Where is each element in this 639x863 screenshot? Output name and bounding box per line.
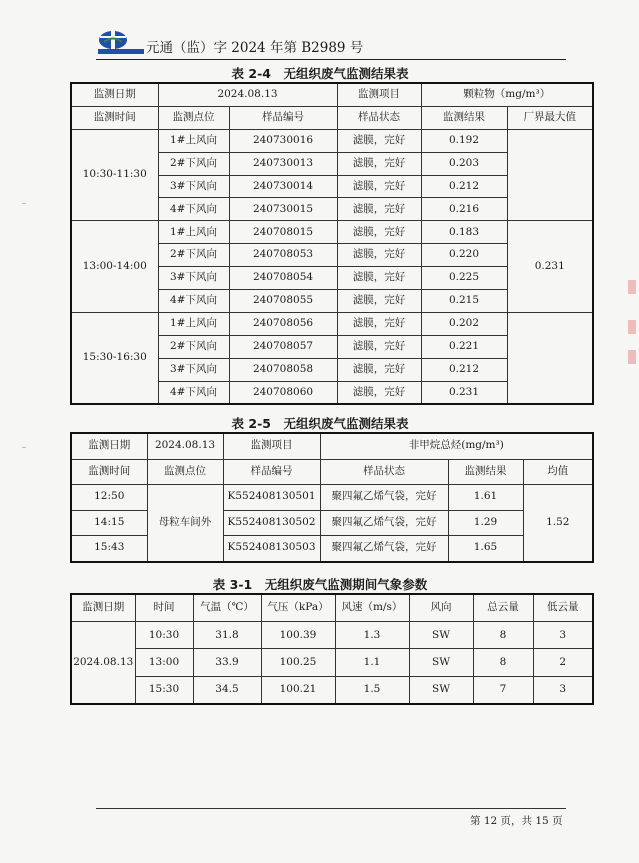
table-cell: 1#上风向 [158, 312, 229, 335]
table-header-row [71, 106, 593, 129]
table-cell: 0.220 [421, 244, 507, 267]
scan-mark [22, 447, 26, 448]
item-value: 颗粒物（mg/m³） [421, 83, 593, 106]
table-cell: 3#下风向 [158, 358, 229, 381]
column-header: 样品编号 [229, 106, 337, 129]
table-cell: 2#下风向 [158, 335, 229, 358]
table-cell: 滤膜，完好 [337, 290, 421, 313]
table-row [71, 83, 593, 106]
table-cell: 13:00 [135, 649, 193, 676]
table-cell: 4#下风向 [158, 290, 229, 313]
table-cell: 滤膜，完好 [337, 129, 421, 152]
table-cell: 240708060 [229, 381, 337, 404]
item-value: 非甲烷总烃(mg/m³) [320, 433, 593, 459]
table-cell: 聚四氟乙烯气袋，完好 [320, 536, 448, 562]
time-period-cell: 13:00-14:00 [71, 221, 158, 313]
table-cell: 滤膜，完好 [337, 198, 421, 221]
table-cell: 240730014 [229, 175, 337, 198]
table-cell: 1.1 [335, 649, 409, 676]
column-header: 风向 [409, 594, 473, 622]
table-cell: 100.39 [261, 622, 335, 649]
table-row [71, 485, 593, 511]
table-row [71, 649, 593, 676]
table-cell: 34.5 [193, 676, 261, 704]
table-2-5-caption: 表 2-5 无组织废气监测结果表 [231, 416, 409, 431]
column-header: 监测时间 [71, 459, 147, 485]
table-cell: 滤膜，完好 [337, 244, 421, 267]
footer-rule [96, 808, 566, 809]
column-header: 监测日期 [71, 594, 135, 622]
time-period-cell: 15:30-16:30 [71, 312, 158, 404]
table-cell: 2 [533, 649, 593, 676]
table-cell: 1#上风向 [158, 129, 229, 152]
table-cell: 滤膜，完好 [337, 335, 421, 358]
table-cell: K552408130502 [223, 510, 320, 536]
table-2-5 [70, 432, 594, 563]
table-cell: 0.192 [421, 129, 507, 152]
mean-value-cell: 1.52 [523, 485, 593, 562]
column-header: 监测点位 [147, 459, 223, 485]
table-cell-empty [507, 129, 593, 221]
table-cell: 15:43 [71, 536, 147, 562]
table-cell: 滤膜，完好 [337, 358, 421, 381]
table-cell: 0.231 [421, 381, 507, 404]
table-cell: 33.9 [193, 649, 261, 676]
column-header: 风速（m/s） [335, 594, 409, 622]
column-header: 样品编号 [223, 459, 320, 485]
page-number: 第 12 页，共 15 页 [470, 815, 563, 827]
table-cell: 240730013 [229, 152, 337, 175]
table-cell: 1.29 [448, 510, 523, 536]
date-cell: 2024.08.13 [71, 622, 135, 704]
table-2-4-caption: 表 2-4 无组织废气监测结果表 [231, 66, 409, 81]
table-cell: 0.225 [421, 267, 507, 290]
table-cell: 滤膜，完好 [337, 267, 421, 290]
table-row [71, 676, 593, 704]
table-cell: 100.21 [261, 676, 335, 704]
table-cell: 240708058 [229, 358, 337, 381]
table-header-row [71, 594, 593, 622]
table-cell: 0.203 [421, 152, 507, 175]
table-row [71, 221, 593, 244]
table-cell: 滤膜，完好 [337, 152, 421, 175]
table-3-1 [70, 593, 594, 705]
table-cell: 聚四氟乙烯气袋，完好 [320, 510, 448, 536]
table-cell: 0.216 [421, 198, 507, 221]
table-cell: 240708057 [229, 335, 337, 358]
table-cell: 3#下风向 [158, 267, 229, 290]
table-cell: 240730016 [229, 129, 337, 152]
column-header: 均值 [523, 459, 593, 485]
table-row [71, 622, 593, 649]
table-cell: 240708054 [229, 267, 337, 290]
table-cell: 100.25 [261, 649, 335, 676]
table-cell: K552408130501 [223, 485, 320, 511]
table-cell: SW [409, 676, 473, 704]
table-cell: 滤膜，完好 [337, 381, 421, 404]
table-cell: 3#下风向 [158, 175, 229, 198]
table-row [71, 312, 593, 335]
table-cell: 3 [533, 622, 593, 649]
date-label: 监测日期 [71, 83, 158, 106]
table-cell: 240708053 [229, 244, 337, 267]
column-header: 监测结果 [421, 106, 507, 129]
table-cell: 4#下风向 [158, 198, 229, 221]
table-cell: 7 [473, 676, 533, 704]
table-cell: 4#下风向 [158, 381, 229, 404]
header-rule [96, 59, 566, 60]
table-cell: 2#下风向 [158, 152, 229, 175]
table-cell: 240708055 [229, 290, 337, 313]
table-cell: 10:30 [135, 622, 193, 649]
table-header-row [71, 459, 593, 485]
date-label: 监测日期 [71, 433, 147, 459]
table-cell: 0.215 [421, 290, 507, 313]
table-cell: 1#上风向 [158, 221, 229, 244]
table-2-4 [70, 82, 594, 405]
table-cell: 滤膜，完好 [337, 175, 421, 198]
column-header: 总云量 [473, 594, 533, 622]
table-cell: 31.8 [193, 622, 261, 649]
column-header: 气压（kPa） [261, 594, 335, 622]
table-cell: 240730015 [229, 198, 337, 221]
table-row [71, 433, 593, 459]
table-cell: 0.212 [421, 358, 507, 381]
table-cell: 0.202 [421, 312, 507, 335]
table-cell: 12:50 [71, 485, 147, 511]
table-cell-empty [507, 312, 593, 404]
seal-edge-mark [628, 280, 636, 294]
table-cell: 聚四氟乙烯气袋，完好 [320, 485, 448, 511]
time-period-cell: 10:30-11:30 [71, 129, 158, 221]
table-cell: SW [409, 649, 473, 676]
table-cell: 1.65 [448, 536, 523, 562]
column-header: 监测时间 [71, 106, 158, 129]
table-cell: 2#下风向 [158, 244, 229, 267]
date-value: 2024.08.13 [147, 433, 223, 459]
table-cell: 1.5 [335, 676, 409, 704]
table-cell: K552408130503 [223, 536, 320, 562]
scan-mark [22, 203, 26, 204]
table-cell: 240708015 [229, 221, 337, 244]
table-cell: 14:15 [71, 510, 147, 536]
table-cell: 240708056 [229, 312, 337, 335]
column-header: 厂界最大值 [507, 106, 593, 129]
column-header: 样品状态 [320, 459, 448, 485]
company-logo-icon [96, 26, 146, 56]
table-cell: 15:30 [135, 676, 193, 704]
table-cell: 滤膜，完好 [337, 312, 421, 335]
seal-edge-mark [628, 350, 636, 364]
table-cell: 0.221 [421, 335, 507, 358]
table-cell: 1.3 [335, 622, 409, 649]
document-number: 元通（监）字 2024 年第 B2989 号 [146, 40, 364, 56]
table-cell: 1.61 [448, 485, 523, 511]
column-header: 时间 [135, 594, 193, 622]
monitoring-point-cell: 母粒车间外 [147, 485, 223, 562]
item-label: 监测项目 [223, 433, 320, 459]
column-header: 气温（℃） [193, 594, 261, 622]
column-header: 监测点位 [158, 106, 229, 129]
table-3-1-caption: 表 3-1 无组织废气监测期间气象参数 [212, 577, 428, 592]
date-value: 2024.08.13 [158, 83, 337, 106]
table-cell: SW [409, 622, 473, 649]
table-cell: 3 [533, 676, 593, 704]
seal-edge-mark [628, 320, 636, 334]
boundary-max-value: 0.231 [507, 221, 593, 313]
table-cell: 0.183 [421, 221, 507, 244]
column-header: 监测结果 [448, 459, 523, 485]
column-header: 样品状态 [337, 106, 421, 129]
table-cell: 8 [473, 649, 533, 676]
document-header [96, 24, 566, 58]
table-cell: 0.212 [421, 175, 507, 198]
table-row [71, 129, 593, 152]
table-cell: 滤膜，完好 [337, 221, 421, 244]
item-label: 监测项目 [337, 83, 421, 106]
table-cell: 8 [473, 622, 533, 649]
column-header: 低云量 [533, 594, 593, 622]
